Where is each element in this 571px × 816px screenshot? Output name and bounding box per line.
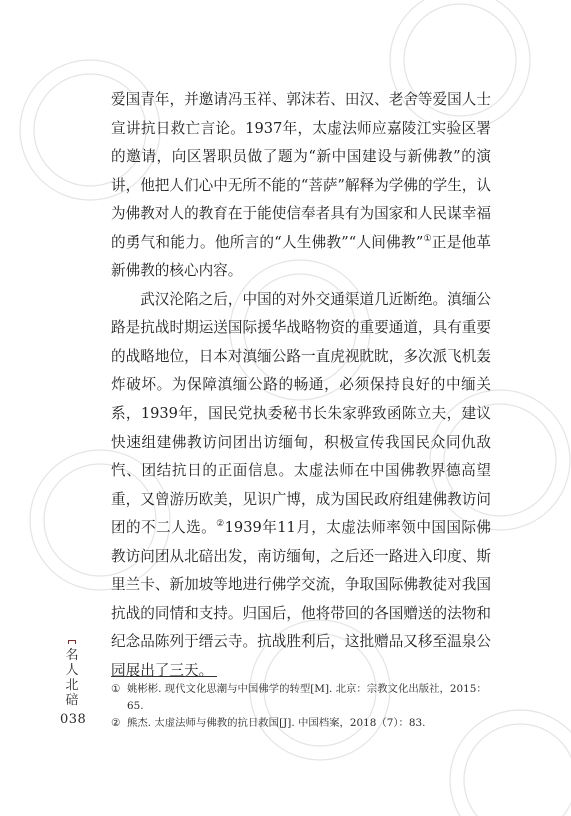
paragraph-1-tail: 正是他革新佛教的核心内容。 <box>111 233 491 280</box>
running-title-char: 名 <box>65 648 79 663</box>
footnote-divider <box>111 676 217 677</box>
paragraph-1 <box>111 86 491 286</box>
footnote-2-text: 熊杰. 太虚法师与佛教的抗日救国[J]. 中国档案，2018（7）：83. <box>127 717 426 729</box>
footnote-1-text: 姚彬彬. 现代文化思潮与中国佛学的转型[M]. 北京：宗教文化出版社，2015：65. <box>127 683 487 712</box>
footnote-ref-2[interactable]: ② <box>216 519 225 530</box>
paragraph-2-text: 武汉沦陷之后，中国的对外交通渠道几近断绝。滇缅公路是抗战时期运送国际援华战略物资的重要通道，具有重要的战略地位，日本对滇缅公路一直虎视眈眈，多次派飞机轰炸破坏。为保障滇缅公路的畅通，必须保持良好的中缅关系，1939年，国民党执委秘书长朱家骅致函陈立夫，建议快速组建佛教访问团出访缅甸，积极宣传我国民众同仇敌忾、团结抗日的正面信息。太虚法师在中国佛教界德高望重，又曾游历欧美，见识广博，成为国民政府组建佛教访问团的不二人选。 <box>111 290 491 537</box>
running-title <box>64 640 80 708</box>
paragraph-2 <box>111 286 491 686</box>
footnote-2 <box>111 715 493 732</box>
footnote-ref-1[interactable]: ① <box>423 233 432 244</box>
paragraph-1-text: 爱国青年，并邀请冯玉祥、郭沫若、田汉、老舍等爱国人士宣讲抗日救亡言论。1937年，太虚法师应嘉陵江实验区署的邀请，向区署职员做了题为“新中国建设与新佛教”的演讲，他把人们心中无所不能的“菩萨”解释为学佛的学生，认为佛教对人的教育在于能使信奉者具有为国家和人民谋幸福的勇气和能力。他所言的“人生佛教”“人间佛教” <box>111 91 491 251</box>
ornament-icon <box>67 640 77 646</box>
running-title-char: 人 <box>65 663 79 678</box>
paragraph-2-tail: 1939年11月，太虚法师率领中国国际佛教访问团从北碚出发，南访缅甸，之后还一路进入印度、斯里兰卡、新加坡等地进行佛学交流，争取国际佛教徒对我国抗战的同情和支持。归国后，他将带回的各国赠送的法物和纪念品陈列于缙云寺。抗战胜利后，这批赠品又移至温泉公园展出了三天。 <box>111 519 491 679</box>
footnotes <box>111 681 493 732</box>
page-number: 038 <box>60 712 87 727</box>
footnote-1 <box>111 681 493 715</box>
footnote-2-mark: ② <box>111 717 121 729</box>
running-title-char: 碚 <box>65 693 79 708</box>
running-title-char: 北 <box>65 678 79 693</box>
body-text <box>111 86 491 685</box>
footnote-1-mark: ① <box>111 683 121 695</box>
